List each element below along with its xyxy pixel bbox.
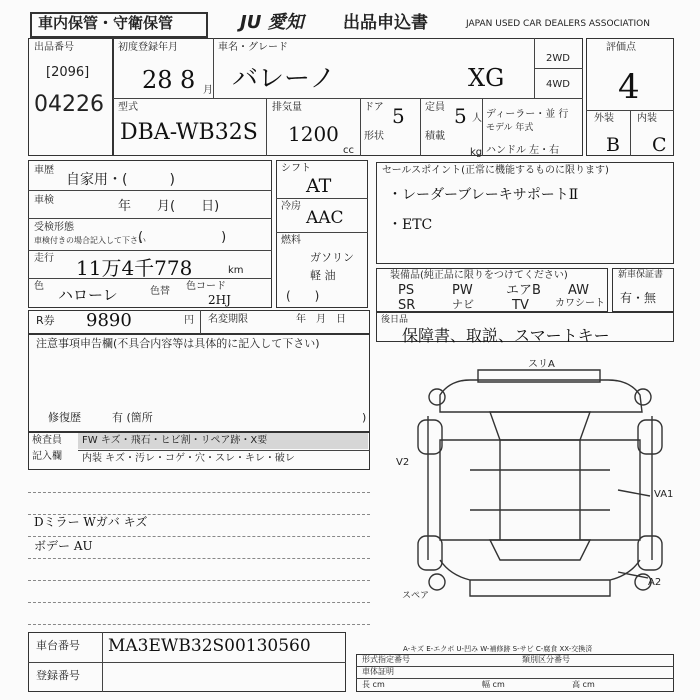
brand-logo: JU 愛知	[240, 12, 304, 33]
displacement-label: 排気量	[272, 102, 302, 113]
accept-bracket: ( )	[138, 230, 227, 245]
mark-a2: A2	[648, 577, 662, 588]
form-title: 出品申込書	[343, 13, 428, 33]
equip-navi: ナビ	[452, 298, 474, 311]
model-code: DBA-WB32S	[120, 120, 258, 145]
dealer-label: ディーラー・並 行	[486, 109, 569, 120]
mark-va1: VA1	[654, 489, 674, 500]
fuel-gasoline: ガソリン	[310, 251, 354, 264]
entry-label: 記入欄	[32, 451, 62, 462]
mark-v2: V2	[396, 457, 410, 468]
fuel-label: 燃料	[281, 235, 301, 246]
color-code: 2HJ	[208, 293, 231, 307]
lot-number: 04226	[34, 92, 104, 117]
notes-label: 後日品	[381, 315, 409, 325]
mileage-label: 走行	[34, 253, 54, 264]
km-unit: km	[228, 265, 244, 276]
shift: AT	[306, 175, 332, 197]
equip-ac: エアB	[506, 283, 541, 298]
capacity-unit: 人	[472, 113, 482, 124]
color: ハローレ	[58, 286, 118, 304]
model-code-label: 型式	[118, 102, 138, 113]
color-code-label: 色コード	[186, 281, 226, 292]
equip-wheels: カワシート	[555, 298, 605, 309]
equip-ps: PS	[398, 283, 415, 298]
equipment-label: 装備品(純正品に限りをつけてください)	[390, 270, 568, 281]
date-label: 年 月 日	[296, 314, 346, 325]
chassis-label: 車台番号	[36, 639, 80, 652]
cert-number-label: 車体証明	[362, 667, 394, 676]
inspection-label: 車検	[34, 195, 54, 206]
rating-score: 4	[618, 67, 640, 107]
steering-label: ハンドル 左・右	[486, 145, 560, 156]
legend-codes: A-キズ E-エクボ U-凹み W-補修跡 S-サビ C-腐食 XX-交換済	[403, 645, 593, 653]
rating-label: 評価点	[606, 42, 636, 53]
kg-unit: kg	[470, 147, 483, 158]
lot-code: [2096]	[46, 65, 90, 80]
first-registration-month: 8	[180, 66, 196, 94]
model-year-label: モデル 年式	[486, 123, 534, 133]
model-grade-label: 車名・グレード	[218, 42, 288, 53]
equip-aw: AW	[568, 283, 590, 298]
accept-note: 車検付きの場合記入して下さい	[34, 236, 146, 245]
height-label: 高 cm	[572, 680, 595, 689]
capacity: 5	[454, 104, 467, 128]
storage-label: 車内保管・守衛保管	[38, 14, 174, 32]
fuel-other: ( )	[286, 289, 320, 303]
lot-number-label: 出品番号	[34, 42, 74, 53]
remarks-close: )	[362, 411, 367, 424]
inspector-row2: 内装 キズ・汚レ・コゲ・穴・スレ・キレ・破レ	[82, 453, 295, 464]
history-value: 自家用・( )	[66, 172, 175, 188]
repair-history-value: 有 (箇所	[112, 411, 153, 424]
selling-point-1: ・レーダーブレーキサポートⅡ	[388, 187, 579, 203]
exterior-label: 外装	[594, 113, 614, 124]
recycle-fee: 9890	[86, 310, 132, 331]
color-label: 色	[34, 281, 44, 292]
category-label: 類別区分番号	[522, 655, 570, 664]
equip-tv: TV	[512, 298, 529, 313]
history-label: 車歴	[34, 165, 54, 176]
notes-value: 保障書、取説、スマートキー	[402, 326, 610, 345]
accept-label: 受検形態	[34, 222, 74, 233]
doors: 5	[392, 104, 405, 128]
mark-front: スリA	[528, 359, 555, 370]
color-change-label: 色替	[150, 286, 170, 297]
load-label: 積載	[425, 131, 445, 142]
body-shape-label: 形状	[364, 131, 384, 142]
warranty-value: 有・無	[620, 291, 657, 305]
shift-label: シフト	[281, 163, 311, 174]
displacement: 1200	[288, 122, 339, 146]
warranty-label: 新車保証書	[618, 270, 664, 280]
spare-label: スペア	[402, 591, 430, 601]
capacity-label: 定員	[425, 102, 445, 113]
cc-unit: cc	[343, 145, 354, 156]
drive-4wd: 4WD	[546, 79, 570, 90]
mileage: 11万4千778	[76, 256, 193, 280]
fuel-diesel: 軽 油	[310, 269, 336, 282]
car-name: バレーノ	[232, 64, 336, 94]
length-label: 長 cm	[362, 680, 385, 689]
drive-2wd: 2WD	[546, 53, 570, 64]
equip-pw: PW	[452, 283, 473, 298]
ac-label: 冷房	[281, 201, 301, 212]
equip-sr: SR	[398, 298, 416, 313]
recycle-label: R券	[36, 314, 55, 327]
name-change-label: 名変期限	[208, 314, 248, 325]
yen-unit: 円	[184, 315, 194, 326]
doors-label: ドア	[364, 102, 384, 113]
note-line-1: Dミラー Wガバ キズ	[34, 515, 148, 529]
remarks-label: 注意事項申告欄(不具合内容等は具体的に記入して下さい)	[36, 337, 320, 350]
association-name: JAPAN USED CAR DEALERS ASSOCIATION	[466, 19, 650, 29]
interior-grade: C	[652, 134, 667, 156]
first-registration-label: 初度登録年月	[118, 42, 178, 53]
grade: XG	[468, 64, 505, 92]
registration-label: 登録番号	[36, 669, 80, 682]
first-registration-year: 28	[142, 66, 173, 94]
designation-label: 形式指定番号	[362, 655, 410, 664]
selling-points-label: セールスポイント(正常に機能するものに限ります)	[382, 165, 609, 176]
interior-label: 内装	[637, 113, 657, 124]
selling-point-2: ・ETC	[388, 217, 433, 233]
inspection-date: 年 月( 日)	[118, 199, 220, 214]
inspector-label: 検査員	[32, 435, 62, 446]
inspector-row1: FW キズ・飛石・ヒビ割・リペア跡・X要	[82, 435, 268, 446]
repair-history-label: 修復歴	[48, 411, 81, 424]
exterior-grade: B	[606, 134, 620, 156]
month-label: 月	[203, 85, 213, 96]
ac: AAC	[306, 208, 344, 228]
note-line-2: ボデー AU	[34, 539, 93, 553]
width-label: 幅 cm	[482, 680, 505, 689]
chassis-number: MA3EWB32S00130560	[108, 636, 311, 656]
